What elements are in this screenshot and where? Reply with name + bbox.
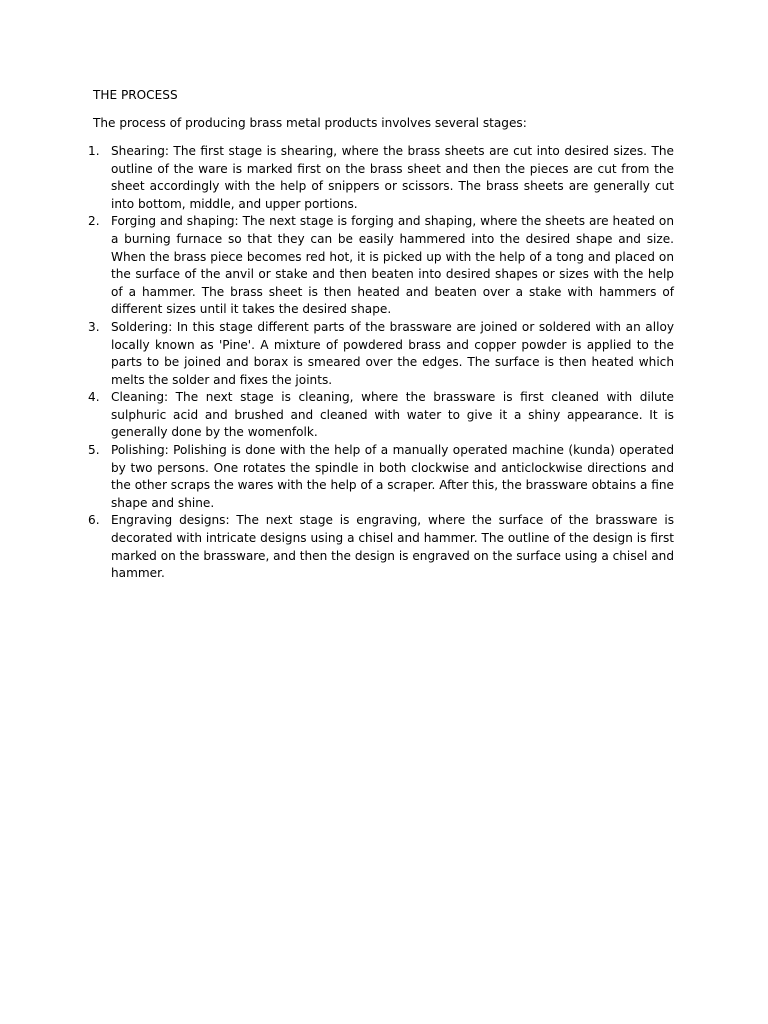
list-item-number: 2. <box>88 214 100 229</box>
list-item-text: Shearing: The first stage is shearing, where the brass sheets are cut into desired sizes. The outline of the ware is marked first on the brass sheet and then the pieces are cut from the sheet accordingly with the help of snippers or scissors. The brass sheets are generally cut into bottom, middle, and upper portions. <box>111 143 674 211</box>
list-item-soldering <box>88 319 674 389</box>
list-item-number: 1. <box>88 143 100 158</box>
stages-list <box>88 143 674 583</box>
list-item-text: Soldering: In this stage different parts of the brassware are joined or soldered with an alloy locally known as 'Pine'. A mixture of powdered brass and copper powder is applied to the parts to be joined and borax is smeared over the edges. The surface is then heated which melts the solder and fixes the joints. <box>111 319 674 387</box>
document-body <box>88 87 674 583</box>
list-item-number: 5. <box>88 443 100 458</box>
list-item-number: 4. <box>88 390 100 405</box>
section-heading: THE PROCESS <box>93 88 178 102</box>
intro-paragraph: The process of producing brass metal products involves several stages: <box>93 115 527 130</box>
list-item-text: Engraving designs: The next stage is engraving, where the surface of the brassware is decorated with intricate designs using a chisel and hammer. The outline of the design is first marked on the brassware, and then the design is engraved on the surface using a chisel and hammer. <box>111 513 674 581</box>
list-item-number: 3. <box>88 319 100 334</box>
list-item-cleaning <box>88 389 674 442</box>
list-item-text: Polishing: Polishing is done with the help of a manually operated machine (kunda) operated by two persons. One rotates the spindle in both clockwise and anticlockwise directions and the other scraps the wares with the help of a scraper. After this, the brassware obtains a fine shape and shine. <box>111 443 674 510</box>
list-item-polishing <box>88 442 674 512</box>
list-item-number: 6. <box>88 513 100 528</box>
list-item-text: Cleaning: The next stage is cleaning, where the brassware is first cleaned with dilute sulphuric acid and brushed and cleaned with water to give it a shiny appearance. It is generally done by the womenfolk. <box>111 390 674 440</box>
list-item-shearing <box>88 143 674 213</box>
list-item-forging-and-shaping <box>88 213 674 319</box>
list-item-engraving-designs <box>88 512 674 582</box>
list-item-text: Forging and shaping: The next stage is forging and shaping, where the sheets are heated on a burning furnace so that they can be easily hammered into the desired shape and size. When the brass piece becomes red hot, it is picked up with the help of a tong and placed on the surface of the anvil or stake and then beaten into desired shapes or sizes with the help of a hammer. The brass sheet is then heated and beaten over a stake with hammers of different sizes until it takes the desired shape. <box>111 214 674 317</box>
